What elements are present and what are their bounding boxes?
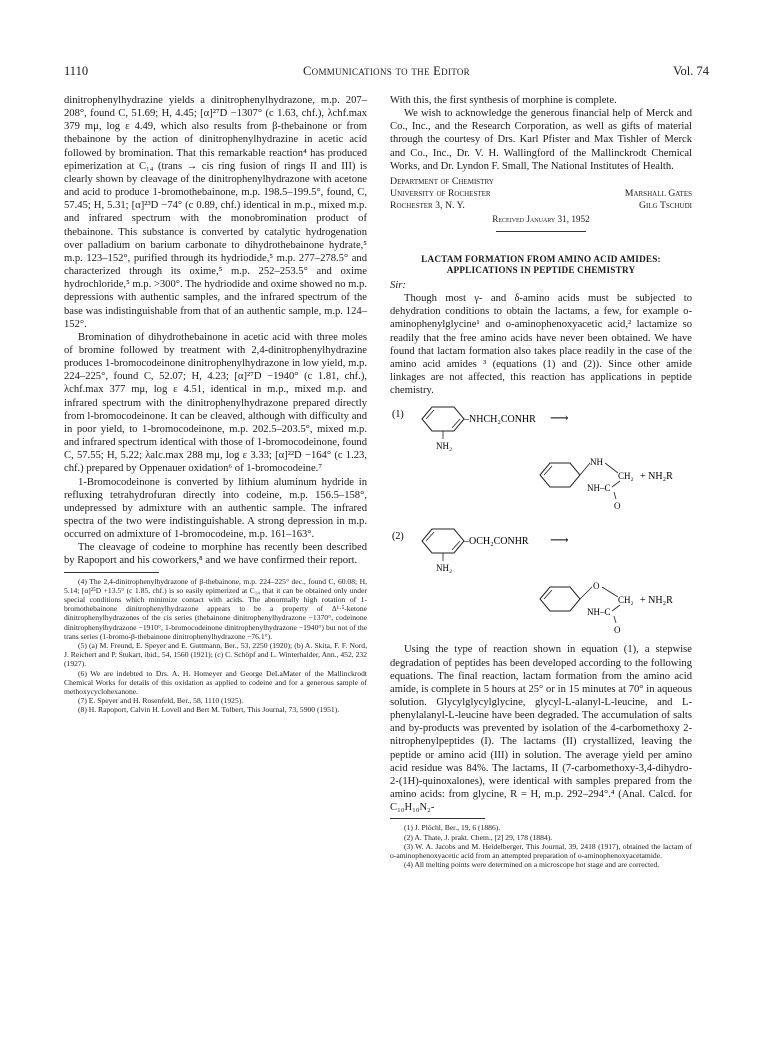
eq2-product-nhc: NH–C xyxy=(587,607,611,618)
author-address-block xyxy=(390,176,692,225)
footnote-r3: (3) W. A. Jacobs and M. Heidelberger, This Journal, 39, 2418 (1917), obtained the lactam of o-aminophenoxyacetic acid from an attempted preparation of o-aminophenoxyacetamide. xyxy=(390,841,692,860)
equations-figure xyxy=(390,397,692,643)
eq1-ring-bond-2 xyxy=(452,419,460,428)
right-footnotes xyxy=(390,823,692,869)
eq1-product-co xyxy=(614,492,616,499)
footnote-divider xyxy=(64,572,159,573)
eq2-product-co xyxy=(614,616,616,623)
left-paragraph-3: 1-Bromocodeinone is converted by lithium aluminum hydride in refluxing tetrahydrofuran directly into codeine, m.p. 156.5–158°, undepressed by admixture with an authentic sample. The infrared spectra of the two were indistinguishable. A strong depression in m.p. occurred on admixture of 1-bromocodeine, m.p. 161–163°. xyxy=(64,476,367,541)
eq1-nh2: NH₂ xyxy=(436,441,453,452)
footnote-r2: (2) A. Thate, J. prakt. Chem., [2] 29, 178 (1884). xyxy=(404,832,553,842)
right-paragraph-1: With this, the first synthesis of morphine is complete. xyxy=(390,95,617,106)
left-paragraph-2: Bromination of dihydrothebainone in acetic acid with three moles of bromine followed by treatment with 2,4-dinitrophenylhydrazine produces 1-bromocodeinone dinitrophenylhydrazone in low yield, m.p. 224–225°, found C, 52.07; H, 4.23; [α]²⁷D −1940° (c 1.81, chf.), λchf.max 377 mμ, log ε 4.51, identical in m.p., mixed m.p. and infrared spectrum with the dinitrophenylhydrazone prepared directly from l-bromocodeinone. It can be cleaved, although with difficulty and in poor yield, to 1-bromocodeinone, m.p. 202.5–203.5°, mixed m.p. and infrared spectrum identical with those of 1-bromocodeinone, found C, 57.55; H, 5.22; λalc.max 288 mμ, log ε 3.33; [α]²²D −164° (c 1.23, chf.) prepared by Oppenauer oxidation⁶ of 1-bromocodeine.⁷ xyxy=(64,331,367,475)
eq2-label: (2) xyxy=(392,531,404,543)
eq2-product-bond-b xyxy=(602,587,618,597)
eq2-product-bond-a xyxy=(580,587,592,599)
intro-paragraph: Though most γ- and δ-amino acids must be subjected to dehydration conditions to obtain the lactams, a few, for example o-aminophenylglycine¹ and o-aminophenoxyacetic acid,² lactamize so readily that the free amino acids have never been obtained. We have found that lactam formation also takes place readily in the case of the amino acid amides ³ (equations (1) and (2)). Since other amide linkages are not affected, this reaction has applications in peptide chemistry. xyxy=(390,293,692,397)
eq2-product-bond-c xyxy=(612,605,620,611)
eq2-nh2: NH₂ xyxy=(436,563,453,574)
page-header xyxy=(64,64,709,80)
eq1-reactant-text: –NHCH₂CONHR xyxy=(464,414,536,426)
department: Department of Chemistry xyxy=(390,175,494,187)
left-paragraph-4: The cleavage of codeine to morphine has recently been described by Rapoport and his coworkers,⁸ and we have confirmed their report. xyxy=(64,542,367,567)
left-paragraph-1: dinitrophenylhydrazine yields a dinitrophenylhydrazone, m.p. 207–208°, found C, 51.69; H, 4.45; [α]²⁷D −1307° (c 1.63, chf.), λchf.max 379 mμ, log ε 4.49, which also results from β-thebainone or from thebainone by the action of dinitrophenylhydrazine in acetic acid followed by bromination. That this remarkable reaction⁴ has produced epimerization at C₁₄ (trans → cis ring fusion of rings II and III) is clearly shown by cleavage of the dinitrophenylhydrazone with acetone and acid to produce 1-bromothebainone, m.p. 198.5–199.5°, found, C, 57.45; H, 5.31; [α]²³D −74° (c 0.89, chf.) identical in m.p., mixed m.p. and infrared spectrum with the monobromination product of thebainone. This substance is converted by catalytic hydrogenation over palladium on barium carbonate to dihydrothebainone hydrate,⁵ m.p. 123–152°, purified through its hydriodide,⁵ m.p. 277–278.5° and characterized through its oxime,⁵ m.p. 252–253.5° and oxime hydrochloride,⁵ m.p. >300°. The hydriodide and oxime showed no m.p. depressions with authentic samples, and the infrared spectrum of the base was indistinguishable from that of an authentic sample, m.p. 124–152°. xyxy=(64,95,367,330)
eq2-ring-bond xyxy=(426,532,434,541)
footnote-7: (7) E. Speyer and H. Rosenfeld, Ber., 58, 1110 (1925). xyxy=(78,696,244,706)
article-title: LACTAM FORMATION FROM AMINO ACID AMIDES: APPLICATIONS IN PEPTIDE CHEMISTRY xyxy=(421,253,661,275)
footnote-5: (5) (a) M. Freund, E. Speyer and E. Guttmann, Ber., 53, 2250 (1920); (b) A. Skita, F. F. Nord, J. Reichert and P. Stukart, ibid., 54, 1560 (1921); (c) C. Schöpf and L. Winterhalder, Ann., 452, 232 (1927). xyxy=(64,641,367,669)
eq1-product-nh: NH xyxy=(590,457,603,468)
eq1-product-ring-bond xyxy=(544,466,552,475)
eq1-ring-bond xyxy=(426,410,434,419)
author-1: Marshall Gates xyxy=(624,187,692,199)
eq1-arrow: ⟶ xyxy=(550,410,569,426)
received-date: Received January 31, 1952 xyxy=(492,213,590,224)
eq2-product-o2: O xyxy=(614,625,621,636)
eq1-benzene-ring xyxy=(422,407,464,431)
body-paragraph: Using the type of reaction shown in equation (1), a stepwise degradation of peptides has been developed according to the following equations. The final reaction, lactam formation from the amino acid amide, is complete in 5 hours at 25° or in 15 minutes at 70° in aqueous solution. Glycylglycylglycine, glycyl-L-alanyl-L-leucine, and L-phenylalanyl-L-leucine have been degraded. The accumulation of salts and by-products was prevented by isolation of the 4-carbomethoxy 2-nitrophenylpeptides (I). The lactams (II) crystallized, leaving the peptide or amino acid (III) in solution. The average yield per amino acid residue was 84%. The lactams, II (7-carbomethoxy-3,4-dihydro-2-(1H)-quinoxalones), were identical with samples prepared from the amino acids: from glycine, R = H, m.p. 292–294°.⁴ (Anal. Calcd. for C₁₀H₁₀N₂- xyxy=(390,644,692,814)
eq1-product-nhc: NH–C xyxy=(587,483,611,494)
eq2-benzene-ring xyxy=(422,529,464,553)
eq2-product-ring xyxy=(540,587,580,611)
eq1-product-bond-a xyxy=(580,463,590,475)
right-footnote-divider xyxy=(390,818,485,819)
university: University of Rochester xyxy=(390,187,491,199)
eq1-product-bond-b xyxy=(605,463,618,473)
salutation: Sir: xyxy=(390,279,406,291)
right-paragraph-2: We wish to acknowledge the generous financial help of Merck and Co., Inc., and the Research Corporation, as well as gifts of material through the courtesy of Drs. Karl Pfister and Max Tishler of Merck and Co., Inc., Dr. V. H. Wallingford of the Mallinckrodt Chemical Works, and Dr. Lyndon F. Small, The National Institutes of Health. xyxy=(390,108,692,172)
eq2-ring-bond-2 xyxy=(452,541,460,550)
running-title: Communications to the Editor xyxy=(303,64,470,78)
eq2-product-ring-bond xyxy=(544,590,552,599)
footnote-6: (6) We are indebted to Drs. A. H. Homeyer and George DeLaMater of the Mallinckrodt Chemical Works for details of this oxidation as applied to codeine and for a generous sample of methoxycyclohexanone. xyxy=(64,668,367,697)
eq2-product-ch2: CH₂ xyxy=(618,595,634,606)
eq2-reactant-text: –OCH₂CONHR xyxy=(464,536,529,548)
city: Rochester 3, N. Y. xyxy=(390,199,465,211)
eq1-product-ch2: CH₂ xyxy=(618,471,634,482)
eq2-byproduct: + NH₂R xyxy=(640,595,673,607)
eq1-product-ring xyxy=(540,463,580,487)
right-column xyxy=(390,94,692,869)
reaction-equations xyxy=(390,397,692,643)
eq1-product-o: O xyxy=(614,501,621,512)
author-2: Gilg Tschudi xyxy=(638,199,692,211)
eq1-byproduct: + NH₂R xyxy=(640,471,673,483)
footnote-4: (4) The 2,4-dinitrophenylhydrazone of β-thebainone, m.p. 224–225° dec., found C, 60.08; H, 5.14; [α]²⁵D +13.5° (c 1.85, chf.) is so easily epimerized at C₁₄ that it can be obtained only under special conditions which minimize contact with acids. The abnormally high rotation of 1-bromothebainone dinitrophenylhydrazone appears to be a property of Δ¹·⁵-ketone dinitrophenylhydrazones of the cis series (thebainone dinitrophenylhydrazone −1370°, codeinone dinitrophenylhydrazone −1910°, 1-bromocodeinone dinitrophenylhydrazone −1940°) but not of the trans series (1-bromo-β-thebainone dinitrophenylhydrazone −76.1°). xyxy=(64,576,367,641)
footnote-r4: (4) All melting points were determined on a microscope hot stage and are corrected. xyxy=(404,860,660,870)
page-number: 1110 xyxy=(64,64,89,78)
article-divider xyxy=(496,231,586,232)
eq2-product-o: O xyxy=(593,581,600,592)
volume-label: Vol. 74 xyxy=(673,64,709,78)
eq2-arrow: ⟶ xyxy=(550,532,569,548)
footnote-8: (8) H. Rapoport, Calvin H. Lovell and Bert M. Tolbert, This Journal, 73, 5900 (1951). xyxy=(78,705,340,715)
footnote-r1: (1) J. Plöchl, Ber., 19, 6 (1886). xyxy=(404,823,501,833)
left-footnotes xyxy=(64,577,367,715)
left-column xyxy=(64,94,367,715)
eq1-product-bond-c xyxy=(612,481,620,487)
eq1-label: (1) xyxy=(392,409,404,421)
